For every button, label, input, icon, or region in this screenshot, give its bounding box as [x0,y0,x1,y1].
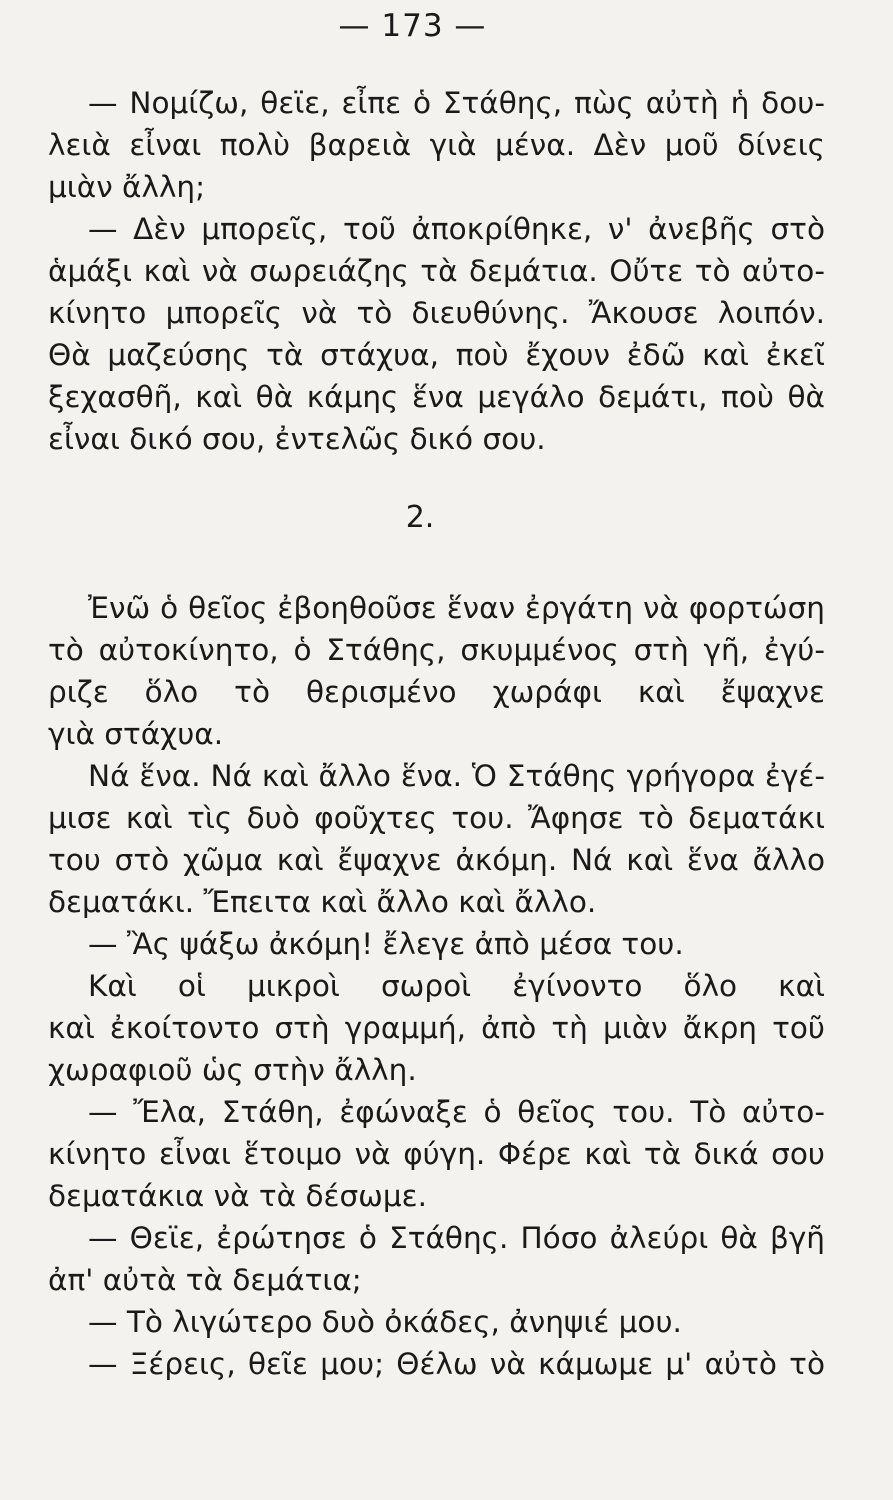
text-line: γιὰ στάχυα. [48,717,224,751]
text-line: — Θεϊε, ἐρώτησε ὁ Στάθης. Πόσο ἀλεύρι θὰ βγῆ [88,1221,825,1255]
page-number: — 173 — [338,8,487,44]
text-line: χωραφιοῦ ὡς στὴν ἄλλη. [48,1053,417,1087]
text-line: τὸ αὐτοκίνητο, ὁ Στάθης, σκυμμένος στὴ γῆ, ἐγύ- [48,633,825,667]
text-line: Καὶ οἱ μικροὶ σωροὶ ἐγίνοντο ὅλο καὶ [88,969,825,1003]
text-line: δεματάκια νὰ τὰ δέσωμε. [48,1179,427,1213]
text-line: λειὰ εἶναι πολὺ βαρειὰ γιὰ μένα. Δὲν μοῦ δίνεις [48,128,825,162]
text-line: καὶ ἐκοίτοντο στὴ γραμμή, ἀπὸ τὴ μιὰν ἄκρη τοῦ [48,1011,825,1045]
text-line: ριζε ὅλο τὸ θερισμένο χωράφι καὶ ἔψαχνε [48,675,825,709]
section-number: 2. [405,500,435,535]
text-block-dialogue [48,82,825,460]
text-line: — Τὸ λιγώτερο δυὸ ὀκάδες, ἀνηψιέ μου. [88,1305,682,1339]
text-line: — Δὲν μπορεῖς, τοῦ ἀποκρίθηκε, ν' ἀνεβῆς στὸ [88,212,825,246]
text-line: μιὰν ἄλλη; [48,170,206,204]
text-line: κίνητο μπορεῖς νὰ τὸ διευθύνης. Ἄκουσε λοιπόν. [48,296,825,330]
text-line: δεματάκι. Ἔπειτα καὶ ἄλλο καὶ ἄλλο. [48,885,597,919]
text-line: εἶναι δικό σου, ἐντελῶς δικό σου. [48,422,546,456]
text-line: — Ἂς ψάξω ἀκόμη! ἔλεγε ἀπὸ μέσα του. [88,927,684,961]
text-line: ἁμάξι καὶ νὰ σωρειάζης τὰ δεμάτια. Οὔτε τὸ αὐτο- [48,254,825,288]
text-line: κίνητο εἶναι ἕτοιμο νὰ φύγη. Φέρε καὶ τὰ δικά σου [48,1137,825,1171]
text-line: ἀπ' αὐτὰ τὰ δεμάτια; [48,1263,362,1297]
text-line: μισε καὶ τὶς δυὸ φοῦχτες του. Ἄφησε τὸ δεματάκι [48,801,825,835]
text-line: Ἐνῶ ὁ θεῖος ἐβοηθοῦσε ἕναν ἐργάτη νὰ φορτώση [88,591,825,625]
text-block-narrative [48,587,825,1385]
text-line: — Ἔλα, Στάθη, ἐφώναξε ὁ θεῖος του. Τὸ αὐτο- [88,1095,825,1129]
text-line: ξεχασθῆ, καὶ θὰ κάμης ἕνα μεγάλο δεμάτι, ποὺ θὰ [48,380,825,414]
text-line: Θὰ μαζεύσης τὰ στάχυα, ποὺ ἔχουν ἐδῶ καὶ ἐκεῖ [48,338,825,372]
text-line: Νά ἕνα. Νά καὶ ἄλλο ἕνα. Ὁ Στάθης γρήγορα ἐγέ- [88,759,825,793]
text-line: — Ξέρεις, θεῖε μου; Θέλω νὰ κάμωμε μ' αὐτὸ τὸ [88,1347,825,1381]
text-line: — Νομίζω, θεϊε, εἶπε ὁ Στάθης, πὼς αὐτὴ ἡ δου- [88,86,825,120]
text-line: του στὸ χῶμα καὶ ἔψαχνε ἀκόμη. Νά καὶ ἕνα ἄλλο [48,843,825,877]
